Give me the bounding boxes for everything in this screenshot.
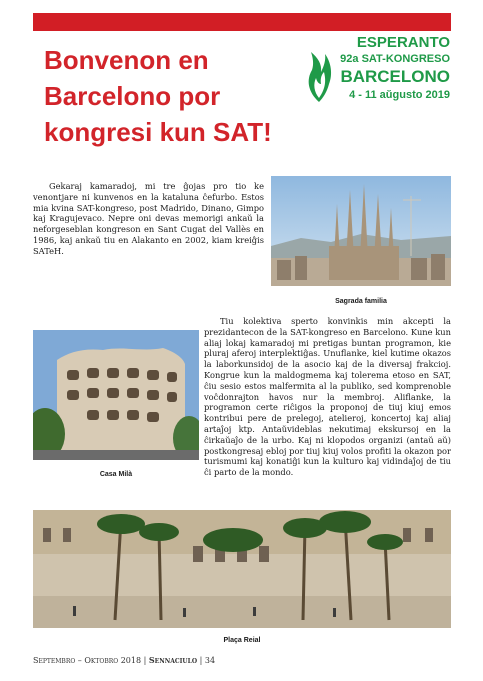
header-accent-bar — [33, 13, 451, 31]
placa-reial-caption: Plaça Reial — [223, 637, 261, 644]
casa-mila-caption: Casa Milà — [99, 471, 133, 478]
footer-date: Septembro – Oktobro 2018 — [33, 656, 142, 665]
sagrada-familia-photo — [271, 176, 451, 286]
congress-badge — [304, 34, 450, 108]
badge-line-city: BARCELONO — [340, 67, 450, 86]
footer-separator-1: | — [143, 656, 147, 665]
footer-page-number: 34 — [204, 656, 216, 665]
page-footer — [33, 655, 215, 665]
flame-logo-icon — [304, 40, 334, 104]
placa-reial-photo — [33, 510, 451, 628]
badge-line-dates: 4 - 11 aŭgusto 2019 — [349, 89, 450, 101]
footer-separator-2: | — [199, 656, 203, 665]
casa-mila-photo — [33, 330, 199, 460]
intro-paragraph: Gekaraj kamaradoj, mi tre ĝojas pro tio ke venontjare ni kunvenos en la kataluna ĉefurbo. Estos mia kvina SAT-kongreso, post Madrido, Dinano, Gimpo kaj Kragujevaco. Nepre oni devas memorigi ankaŭ la neforgeseblan kongreson en Sant Cugat del Vallès en 1986, kaj ankaŭ tiu en Alakanto en 2002, kiam kreiĝis SATeH. — [33, 181, 264, 256]
footer-publication: Sennaciulo — [148, 655, 198, 665]
badge-line-esperanto: ESPERANTO — [356, 34, 450, 51]
page-title: Bonvenon en Barcelono por kongresi kun SAT! — [44, 45, 272, 147]
sagrada-familia-caption: Sagrada familia — [335, 298, 387, 305]
main-paragraph: Tiu kolektiva sperto konvinkis min akcepti la prezidantecon de la SAT-kongreso en Barcelono. Kune kun aliaj lokaj kamaradoj mi pretigas buntan programon, kie pluraj aferoj interplektiĝas. Unuflanke, kiel kutime okazos la laborkunsidoj de la asocio kaj de la diversaj frakcioj. Kongrue kun la maldogmema kaj tolerema etoso en SAT, ĉiu sesio estos malfermita al la publiko, sed komprenoble voĉdonrajton havos nur la membroj. Aliflanke, la programon certe riĉigos la proponoj de tiuj kiuj emos kontribui pere de prelegoj, atelieroj, koncertoj kaj aliaj artaĵoj ktp. Antaŭvideblas nekutimaj ekskursoj en la ĉirkaŭaĵo de la urbo. Kaj ni klopodos organizi (antaŭ aŭ) postkongresaj ebloj por tiuj kiuj volos profiti la okazon por turismumi kaj konatiĝi kun la kulturo kaj vidindaĵoj de tiu ĉi parto de la mondo. — [204, 316, 451, 478]
badge-line-congress: 92a SAT-KONGRESO — [340, 53, 450, 65]
